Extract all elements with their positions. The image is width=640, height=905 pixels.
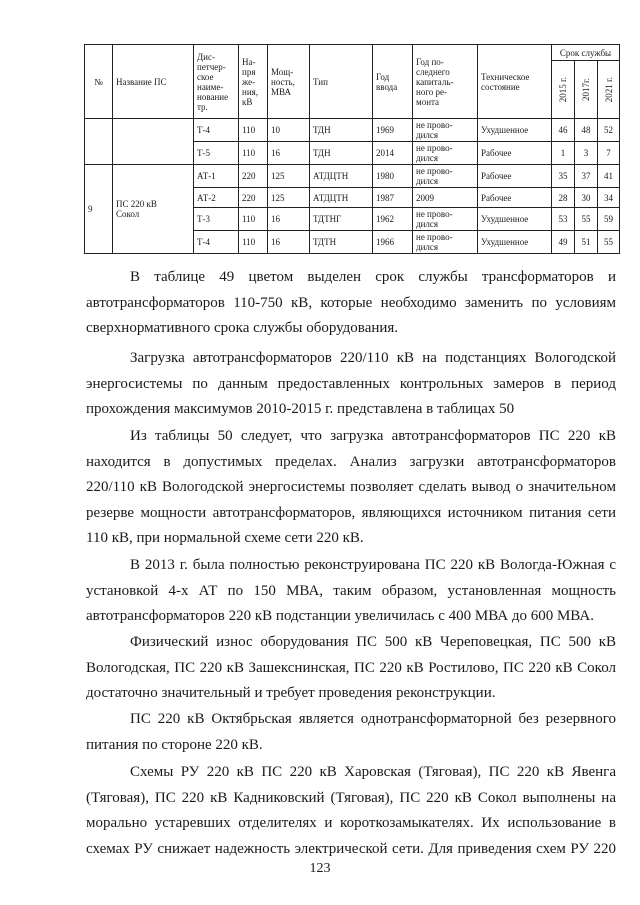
cell-year: 1966 <box>373 231 413 254</box>
cell-disp: АТ-1 <box>194 165 239 188</box>
col-header-life: Срок службы <box>552 45 620 61</box>
cell-power: 16 <box>268 231 310 254</box>
cell-volt: 110 <box>239 142 268 165</box>
paragraph: Из таблицы 50 следует, что загрузка автотрансформаторов ПС 220 кВ находится в допустимых пределах. Анализ загрузки автотрансформаторов 220/110 кВ Вологодской энергосистемы позволяет сделать вывод о значительном резерве мощности автотрансформаторов, являющихся источником питания сети 110 кВ, при нормальной схеме сети 220 кВ. <box>86 428 616 547</box>
col-header-2015: 2015 г. <box>558 76 568 103</box>
cell-life-2021: 7 <box>598 142 620 165</box>
cell-repair: не прово- дился <box>413 231 478 254</box>
cell-life-2015: 1 <box>552 142 575 165</box>
cell-volt: 110 <box>239 119 268 142</box>
cell-type: АТДЦТН <box>310 188 373 208</box>
cell-state: Рабочее <box>478 142 552 165</box>
col-header-repair: Год по- следнего капиталь- ного ре- монта <box>413 45 478 119</box>
paragraph: Физический износ оборудования ПС 500 кВ Череповецкая, ПС 500 кВ Вологодская, ПС 220 кВ Зашекснинская, ПС 220 кВ Ростилово, ПС 220 кВ Сокол достаточно значительный и требует проведения реконструкции. <box>86 634 616 702</box>
cell-type: ТДН <box>310 119 373 142</box>
cell-disp: Т-5 <box>194 142 239 165</box>
cell-life-2017: 3 <box>575 142 598 165</box>
table-row <box>85 165 620 188</box>
cell-year: 1987 <box>373 188 413 208</box>
cell-name <box>113 119 194 165</box>
cell-num <box>85 119 113 165</box>
cell-volt: 220 <box>239 188 268 208</box>
cell-state: Ухудшенное <box>478 208 552 231</box>
cell-life-2021: 41 <box>598 165 620 188</box>
cell-disp: АТ-2 <box>194 188 239 208</box>
col-header-year: Год ввода <box>373 45 413 119</box>
cell-year: 2014 <box>373 142 413 165</box>
cell-life-2017: 55 <box>575 208 598 231</box>
col-header-name: Название ПС <box>113 45 194 119</box>
col-header-2017: 2017г. <box>581 78 591 101</box>
cell-life-2021: 55 <box>598 231 620 254</box>
col-header-volt: На- пря же- ния, кВ <box>239 45 268 119</box>
cell-power: 10 <box>268 119 310 142</box>
cell-life-2017: 51 <box>575 231 598 254</box>
cell-state: Ухудшенное <box>478 119 552 142</box>
cell-repair: 2009 <box>413 188 478 208</box>
cell-life-2015: 49 <box>552 231 575 254</box>
paragraph: ПС 220 кВ Октябрьская является однотрансформаторной без резервного питания по стороне 220 кВ. <box>86 711 616 753</box>
paragraph: В 2013 г. была полностью реконструирована ПС 220 кВ Вологда-Южная с установкой 4-х АТ по 150 МВА, таким образом, установленная мощность автотрансформаторов 220 кВ подстанции увеличилась с 400 МВА до 600 МВА. <box>86 557 616 625</box>
cell-type: ТДТН <box>310 231 373 254</box>
cell-volt: 220 <box>239 165 268 188</box>
cell-repair: не прово- дился <box>413 142 478 165</box>
cell-life-2015: 28 <box>552 188 575 208</box>
cell-state: Рабочее <box>478 188 552 208</box>
page-number: 123 <box>309 861 331 876</box>
cell-life-2017: 48 <box>575 119 598 142</box>
cell-life-2017: 30 <box>575 188 598 208</box>
cell-repair: не прово- дился <box>413 165 478 188</box>
cell-type: АТДЦТН <box>310 165 373 188</box>
cell-year: 1962 <box>373 208 413 231</box>
cell-disp: Т-4 <box>194 231 239 254</box>
cell-disp: Т-4 <box>194 119 239 142</box>
cell-power: 125 <box>268 188 310 208</box>
cell-repair: не прово- дился <box>413 208 478 231</box>
col-header-2021: 2021 г. <box>603 76 614 103</box>
cell-life-2015: 35 <box>552 165 575 188</box>
col-header-power: Мощ- ность, МВА <box>268 45 310 119</box>
col-header-disp: Дис- петчер- ское наиме- нование тр. <box>194 45 239 119</box>
cell-state: Рабочее <box>478 165 552 188</box>
col-header-state: Техническое состояние <box>478 45 552 119</box>
cell-type: ТДТНГ <box>310 208 373 231</box>
cell-power: 16 <box>268 208 310 231</box>
cell-year: 1980 <box>373 165 413 188</box>
cell-life-2021: 59 <box>598 208 620 231</box>
cell-type: ТДН <box>310 142 373 165</box>
cell-life-2021: 34 <box>598 188 620 208</box>
cell-disp: Т-3 <box>194 208 239 231</box>
paragraph: Загрузка автотрансформаторов 220/110 кВ на подстанциях Вологодской энергосистемы по данным предоставленных контрольных замеров в период прохождения максимумов 2010-2015 г. представлена в таблицах 50 <box>86 350 616 418</box>
transformer-table <box>84 44 620 254</box>
cell-life-2015: 53 <box>552 208 575 231</box>
col-header-type: Тип <box>310 45 373 119</box>
paragraph: Схемы РУ 220 кВ ПС 220 кВ Харовская (Тяговая), ПС 220 кВ Явенга (Тяговая), ПС 220 кВ Кадниковский (Тяговая), ПС 220 кВ Сокол выполнены на морально устаревших отделителях и короткозамыкателях. Их использование в схемах РУ снижает надежность электрической сети. Для приведения схем РУ 220 <box>86 764 616 857</box>
cell-life-2017: 37 <box>575 165 598 188</box>
cell-volt: 110 <box>239 231 268 254</box>
cell-state: Ухудшенное <box>478 231 552 254</box>
cell-year: 1969 <box>373 119 413 142</box>
cell-life-2015: 46 <box>552 119 575 142</box>
cell-power: 16 <box>268 142 310 165</box>
cell-name: ПС 220 кВ Сокол <box>113 165 194 254</box>
table-row <box>85 119 620 142</box>
cell-num: 9 <box>85 165 113 254</box>
col-header-num: № <box>85 45 113 119</box>
cell-repair: не прово- дился <box>413 119 478 142</box>
paragraph: В таблице 49 цветом выделен срок службы трансформаторов и автотрансформаторов 110-750 кВ, которые необходимо заменить по условиям сверхнормативного срока службы оборудования. <box>86 269 616 337</box>
cell-life-2021: 52 <box>598 119 620 142</box>
cell-power: 125 <box>268 165 310 188</box>
cell-volt: 110 <box>239 208 268 231</box>
